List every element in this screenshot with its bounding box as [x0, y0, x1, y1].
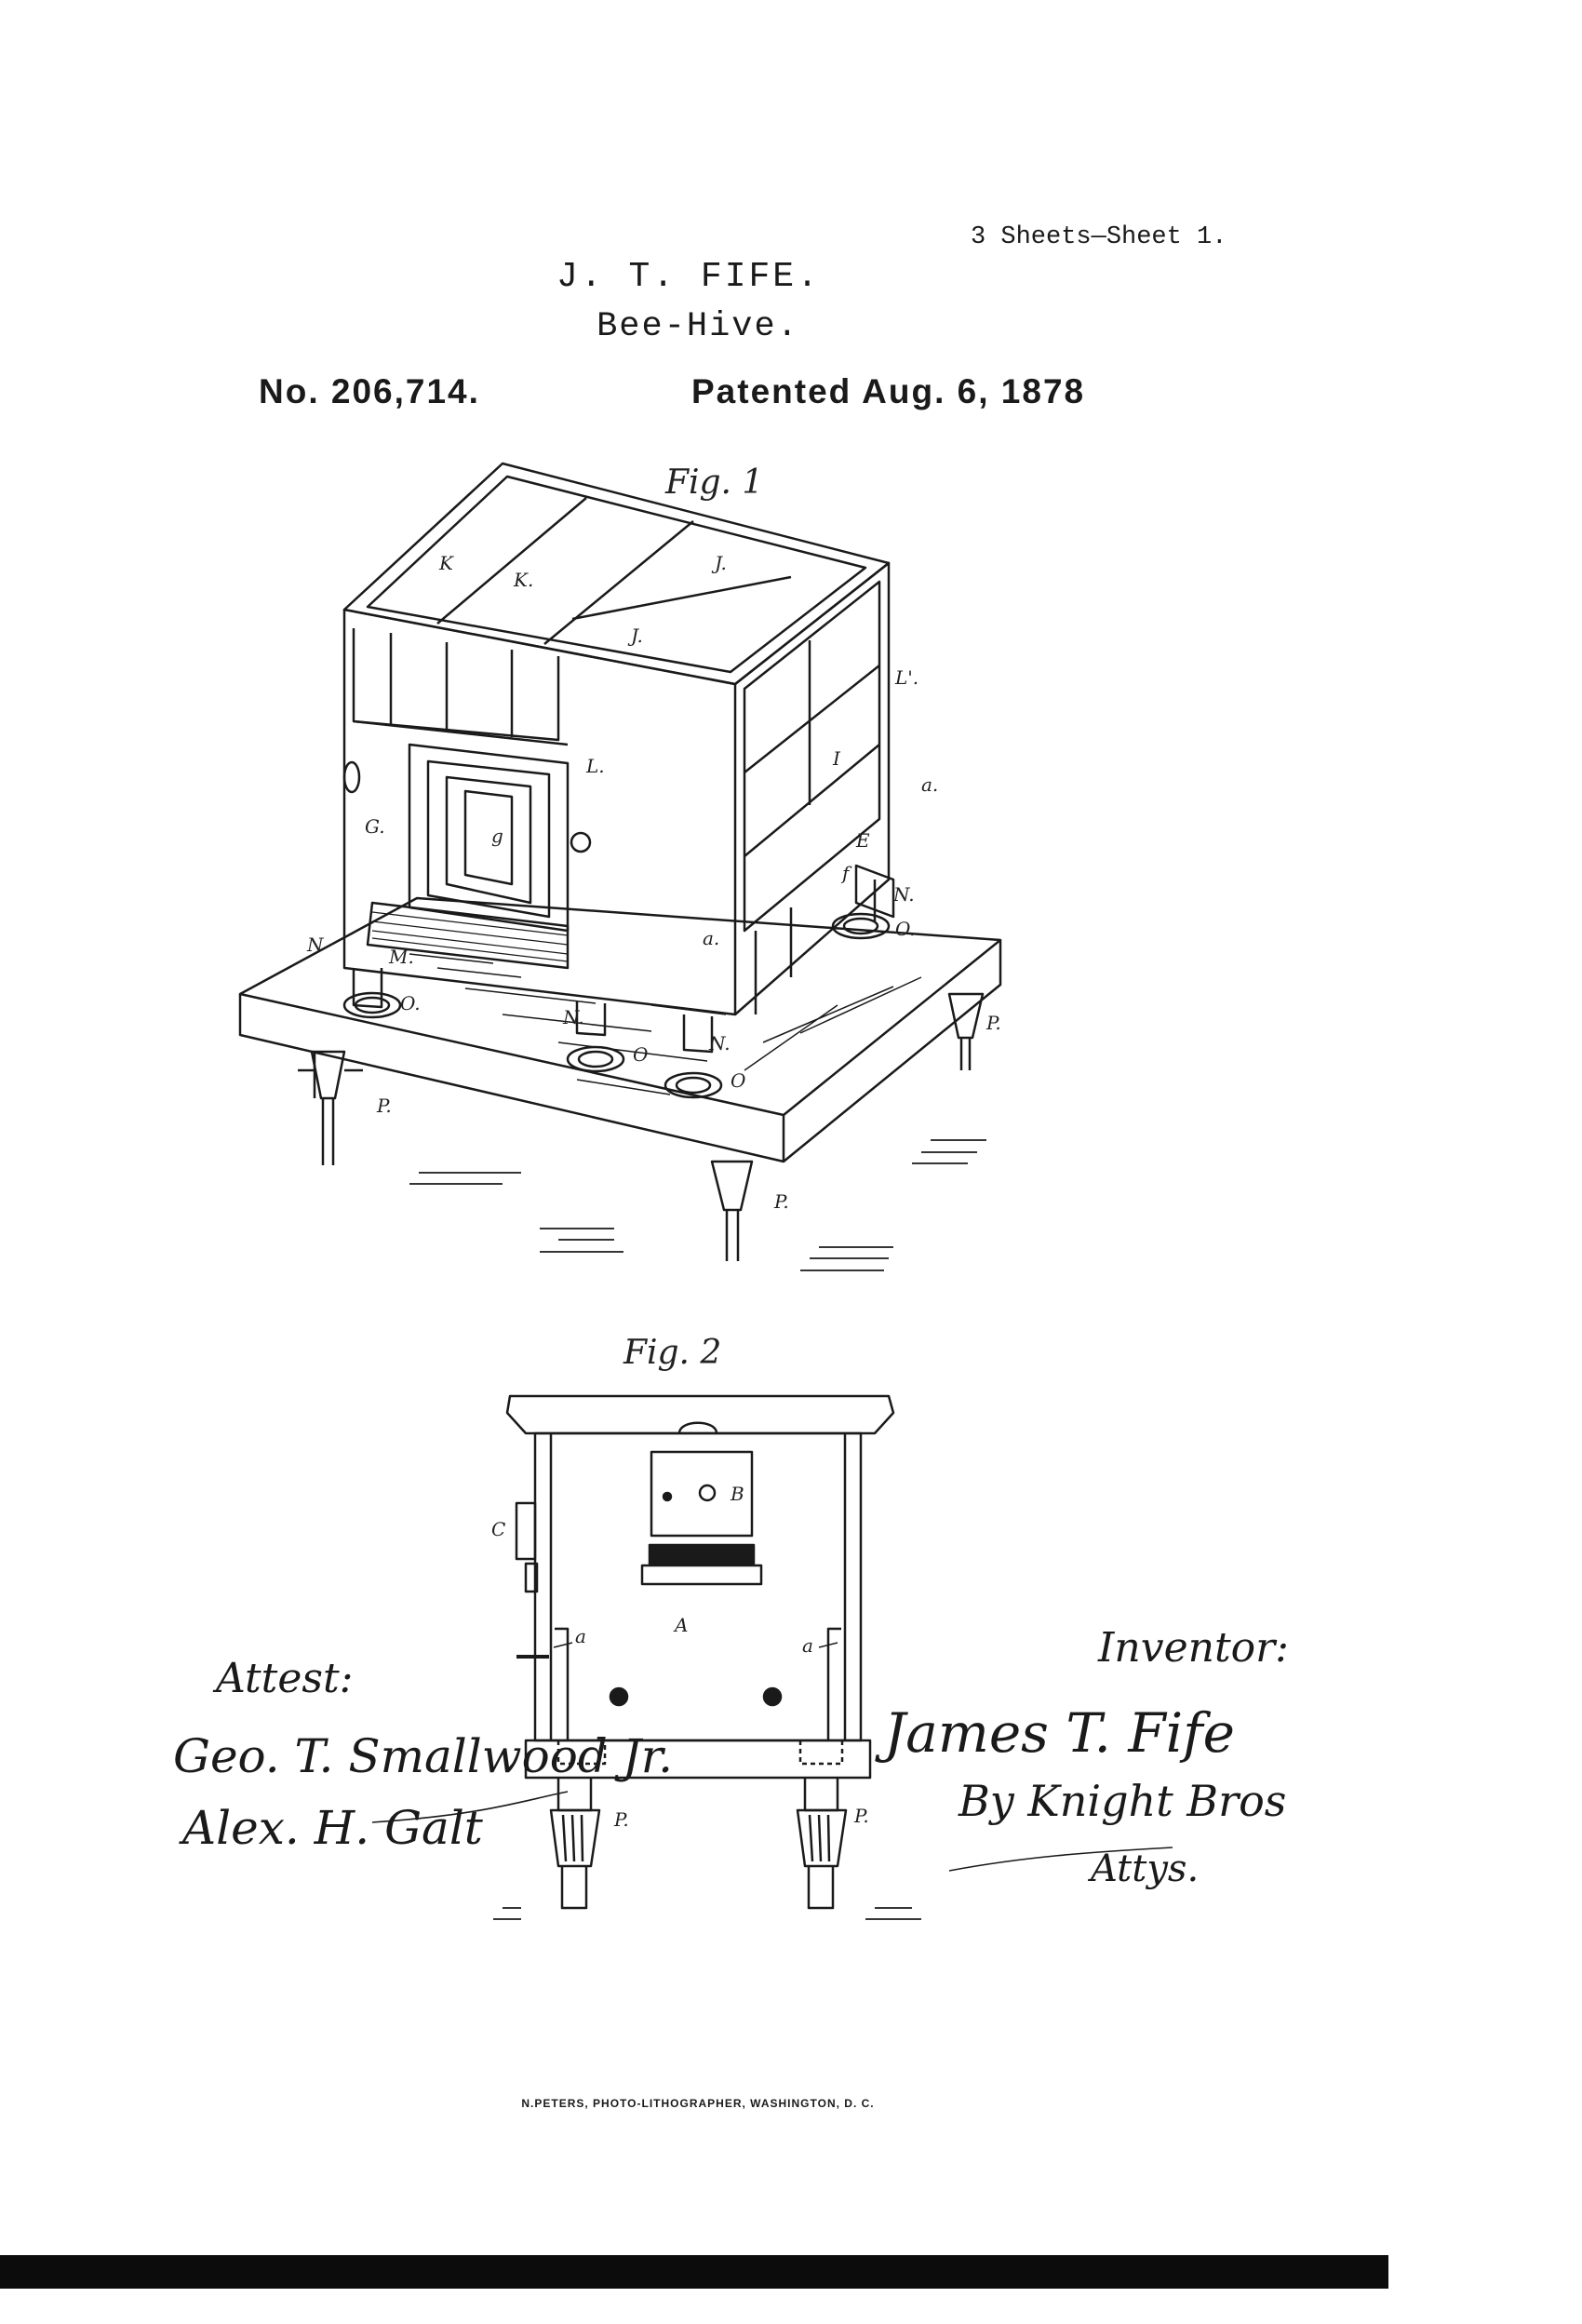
- ref-fig1-N-right: N.: [893, 883, 915, 906]
- fig2-drawing: [493, 1396, 921, 1919]
- patent-number: No. 206,714.: [259, 372, 480, 410]
- ref-fig1-O-left: O.: [400, 992, 421, 1014]
- sheet-count: 3 Sheets—Sheet 1.: [971, 223, 1227, 251]
- attorney-signature: By Knight Bros: [959, 1776, 1287, 1826]
- ref-fig2-C: C: [491, 1518, 506, 1540]
- ref-fig1-P-right: P.: [986, 1012, 1001, 1034]
- fig2-body: [535, 1433, 861, 1740]
- fig2-label: Fig. 2: [623, 1334, 722, 1372]
- ref-fig2-P-right: P.: [854, 1805, 869, 1827]
- ref-fig1-L: L.: [586, 755, 605, 777]
- hive-side: [735, 563, 889, 1014]
- ref-fig1-K1: K: [439, 552, 453, 574]
- fig1-drawing: [240, 463, 1000, 1270]
- printer-credit: N.PETERS, PHOTO-LITHOGRAPHER, WASHINGTON, D. C.: [521, 2097, 875, 2110]
- ref-fig2-P-left: P.: [614, 1808, 629, 1831]
- inventor-label: Inventor:: [1098, 1624, 1289, 1672]
- ref-fig1-f: f: [842, 862, 850, 884]
- fig2-leg-left: [551, 1778, 599, 1908]
- scan-border-bar: [0, 2255, 1388, 2289]
- ref-fig1-I: I: [833, 747, 840, 770]
- patent-date: Patented Aug. 6, 1878: [691, 372, 1086, 410]
- fig1-label: Fig. 1: [665, 463, 764, 502]
- witness-signature-2: Alex. H. Galt: [182, 1801, 483, 1855]
- ref-fig1-K2: K.: [514, 569, 534, 591]
- ref-fig1-L-prime: L'.: [895, 666, 919, 689]
- attorney-label: Attys.: [1091, 1847, 1200, 1890]
- ref-fig1-N-mid: N.: [563, 1006, 584, 1028]
- ref-fig2-a-right: a: [802, 1634, 813, 1657]
- ref-fig1-P-left: P.: [377, 1095, 392, 1117]
- ref-fig1-J2: J.: [631, 625, 643, 647]
- inventor-signature: James T. Fife: [884, 1701, 1235, 1765]
- leg-front: [712, 1162, 752, 1261]
- inventor-name: J. T. FIFE.: [556, 257, 821, 297]
- ref-fig2-a-left: a: [575, 1625, 586, 1647]
- ref-fig2-B: B: [731, 1483, 744, 1505]
- ref-fig1-G: G.: [365, 815, 385, 838]
- ref-fig1-a-lower: a.: [703, 927, 720, 949]
- ref-fig1-a-upper: a.: [921, 773, 939, 796]
- leg-right: [949, 994, 983, 1070]
- fig2-leg-right: [798, 1778, 846, 1908]
- ref-fig1-N-left: N: [307, 934, 324, 956]
- ref-fig1-P-front: P.: [774, 1190, 789, 1213]
- attest-label: Attest:: [216, 1655, 354, 1702]
- invention-title: Bee-Hive.: [597, 307, 799, 346]
- ref-fig1-J1: J.: [715, 552, 727, 574]
- ref-fig1-O-right: O.: [895, 918, 916, 940]
- ref-fig1-g: g: [491, 825, 503, 847]
- ref-fig1-N-low: N.: [709, 1032, 731, 1055]
- ref-fig2-A: A: [675, 1614, 689, 1636]
- witness-signature-1: Geo. T. Smallwood Jr.: [173, 1729, 674, 1783]
- ref-fig1-M: M.: [389, 946, 414, 968]
- fig2-roof: [507, 1396, 893, 1433]
- ref-fig1-O-low: O: [731, 1069, 746, 1092]
- leg-left: [298, 1052, 363, 1165]
- ref-fig1-E: E: [856, 829, 870, 852]
- ref-fig1-O-mid: O: [633, 1043, 649, 1066]
